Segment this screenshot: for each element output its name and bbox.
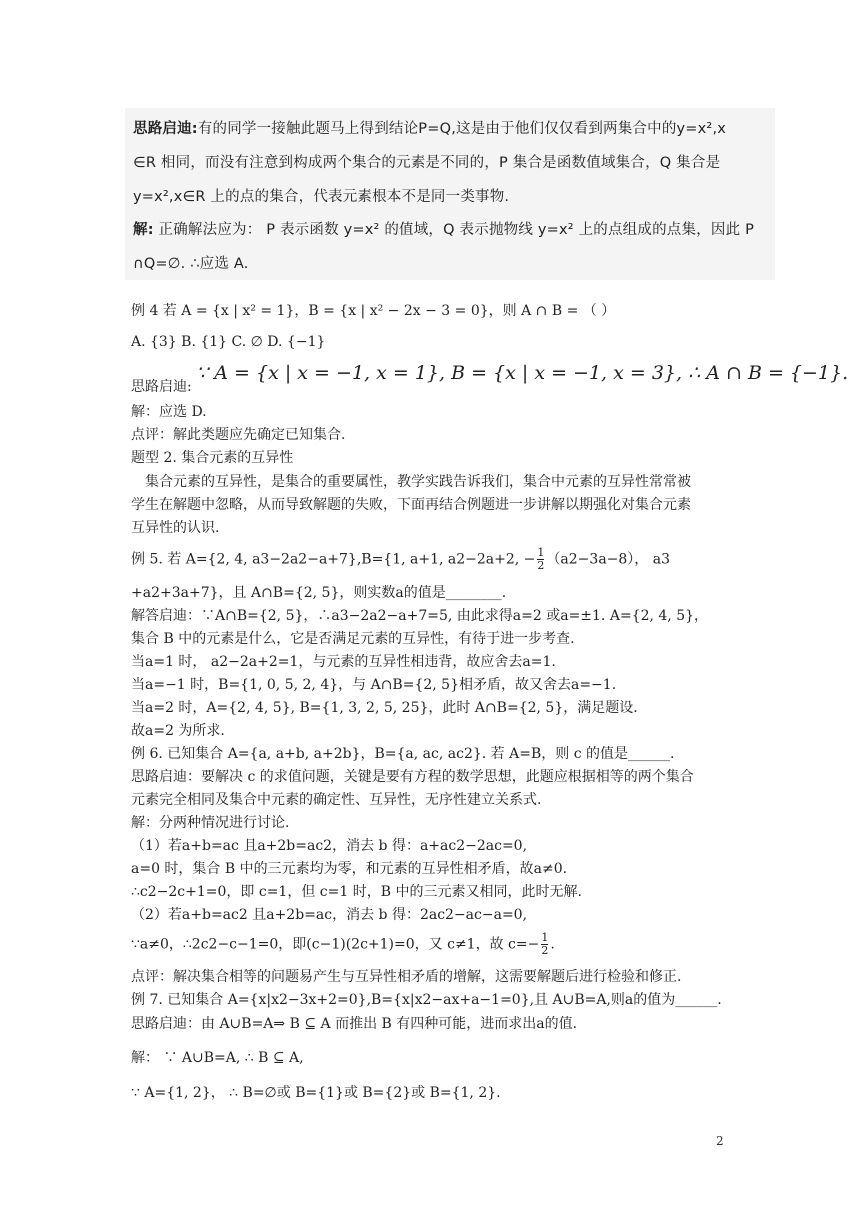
example6-line-1: 例 6. 已知集合 A={a, a+b, a+2b}，B={a, ac, ac2}. 若 A=B，则 c 的值是______.: [131, 746, 675, 762]
hint-label: 思路启迪:: [133, 121, 198, 137]
example6-line-4: 解：分两种情况进行讨论.: [131, 815, 290, 831]
example6-fraction: [541, 932, 548, 957]
example5-line-1a: 例 5. 若 A={2, 4, a3−2a2−a+7},B={1, a+1, a2−2a+2, −: [131, 551, 536, 568]
example7-line-1: 例 7. 已知集合 A={x|x2−3x+2=0},B={x|x2−ax+a−1=0},且 A∪B=A,则a的值为______.: [131, 992, 722, 1008]
example4-question: 例 4 若 A = {x | x² = 1}，B = {x | x² − 2x − 3 = 0}，则 A ∩ B = （ ）: [131, 303, 616, 319]
example4-hint-math: ∵ A = {x | x = −1, x = 1}, B = {x | x = −1, x = 3}, ∴ A ∩ B = {−1}.: [196, 362, 849, 384]
example6-line-2: 思路启迪：要解决 c 的求值问题，关键是要有方程的数学思想，此题应根据相等的两个集合: [131, 769, 694, 785]
example4-comment: 点评：解此类题应先确定已知集合.: [131, 427, 346, 443]
example4-options: A. {3} B. {1} C. ∅ D. {−1}: [131, 334, 326, 350]
section2-para-3: 互异性的认识.: [131, 520, 220, 536]
example5-line-4: 集合 B 中的元素是什么，它是否满足元素的互异性，有待于进一步考查.: [131, 631, 575, 647]
example6-line-6: a=0 时，集合 B 中的三元素均为零，和元素的互异性相矛盾，故a≠0.: [131, 861, 568, 877]
solution-line-2: ∩Q=∅. ∴应选 A.: [133, 256, 249, 272]
example5-line-3: 解答启迪：∵A∩B={2, 5}，∴a3−2a2−a+7=5, 由此求得a=2 或a=±1. A={2, 4, 5}，: [131, 608, 709, 624]
example6-frac-den: 2: [541, 944, 549, 958]
section2-para-2: 学生在解题中忽略，从而导致解题的失败，下面再结合例题进一步讲解以期强化对集合元素: [131, 497, 691, 513]
example6-line-3: 元素完全相同及集合中元素的确定性、互异性，无序性建立关系式.: [131, 792, 542, 808]
example6-frac-num: 1: [541, 931, 549, 944]
solution-label: 解:: [133, 222, 154, 238]
example5-line-6: 当a=−1 时，B={1, 0, 5, 2, 4}，与 A∩B={2, 5}相矛盾，故又舍去a=−1.: [131, 677, 617, 693]
hint-line-3: y=x²,x∈R 上的点的集合，代表元素根本不是同一类事物.: [133, 189, 510, 205]
hint-line-2: ∈R 相同，而没有注意到构成两个集合的元素是不同的，P 集合是函数值域集合，Q 集合是: [133, 155, 721, 171]
example7-line-2: 思路启迪：由 A∪B=A⇒ B ⊆ A 而推出 B 有四种可能，进而求出a的值.: [131, 1016, 578, 1032]
section2-para-1: 集合元素的互异性，是集合的重要属性，教学实践告诉我们，集合中元素的互异性常常被: [145, 474, 691, 490]
example6-line-9b: .: [550, 936, 555, 953]
example7-line-4: ∵ A={1, 2}， ∴ B=∅或 B={1}或 B={2}或 B={1, 2}.: [131, 1085, 501, 1101]
hint-text-1: 有的同学一接触此题马上得到结论P=Q,这是由于他们仅仅看到两集合中的y=x²,x: [197, 121, 727, 137]
example5-frac-den: 2: [537, 559, 545, 573]
example5-line-1: [131, 547, 670, 572]
section2-title: 题型 2. 集合元素的互异性: [131, 450, 294, 466]
example5-line-8: 故a=2 为所求.: [131, 723, 225, 739]
example4-hint-label: 思路启迪:: [131, 379, 192, 395]
page-number: 2: [716, 1134, 724, 1148]
example6-comment: 点评：解决集合相等的问题易产生与互异性相矛盾的增解，这需要解题后进行检验和修正.: [131, 969, 682, 985]
example6-line-9: [131, 932, 555, 957]
example5-fraction: [537, 547, 544, 572]
example7-line-3: 解： ∵ A∪B=A, ∴ B ⊆ A,: [131, 1050, 304, 1066]
solution-text-1: 正确解法应为： P 表示函数 y=x² 的值域，Q 表示抛物线 y=x² 上的点组成的点集，因此 P: [158, 222, 755, 238]
example5-line-2: +a2+3a+7}，且 A∩B={2, 5}，则实数a的值是________.: [131, 585, 507, 601]
example6-line-5: （1）若a+b=ac 且a+2b=ac2，消去 b 得：a+ac2−2ac=0,: [131, 838, 528, 854]
example6-line-8: （2）若a+b=ac2 且a+2b=ac，消去 b 得：2ac2−ac−a=0,: [131, 907, 528, 923]
example5-line-5: 当a=1 时， a2−2a+2=1，与元素的互异性相违背，故应舍去a=1.: [131, 654, 556, 670]
example6-line-9a: ∵a≠0，∴2c2−c−1=0，即(c−1)(2c+1)=0，又 c≠1，故 c=−: [131, 936, 540, 953]
example4-hint: [131, 362, 849, 395]
example5-line-7: 当a=2 时，A={2, 4, 5}, B={1, 3, 2, 5, 25}，此时 A∩B={2, 5}，满足题设.: [131, 700, 638, 716]
example5-frac-num: 1: [537, 546, 545, 559]
solution-line-1: [133, 218, 754, 239]
hint-line-1: [133, 117, 726, 138]
example5-line-1b: （a2−3a−8）， a3: [546, 551, 671, 568]
example4-answer: 解：应选 D.: [131, 404, 207, 420]
example6-line-7: ∴c2−2c+1=0，即 c=1，但 c=1 时，B 中的三元素又相同，此时无解.: [131, 884, 582, 900]
